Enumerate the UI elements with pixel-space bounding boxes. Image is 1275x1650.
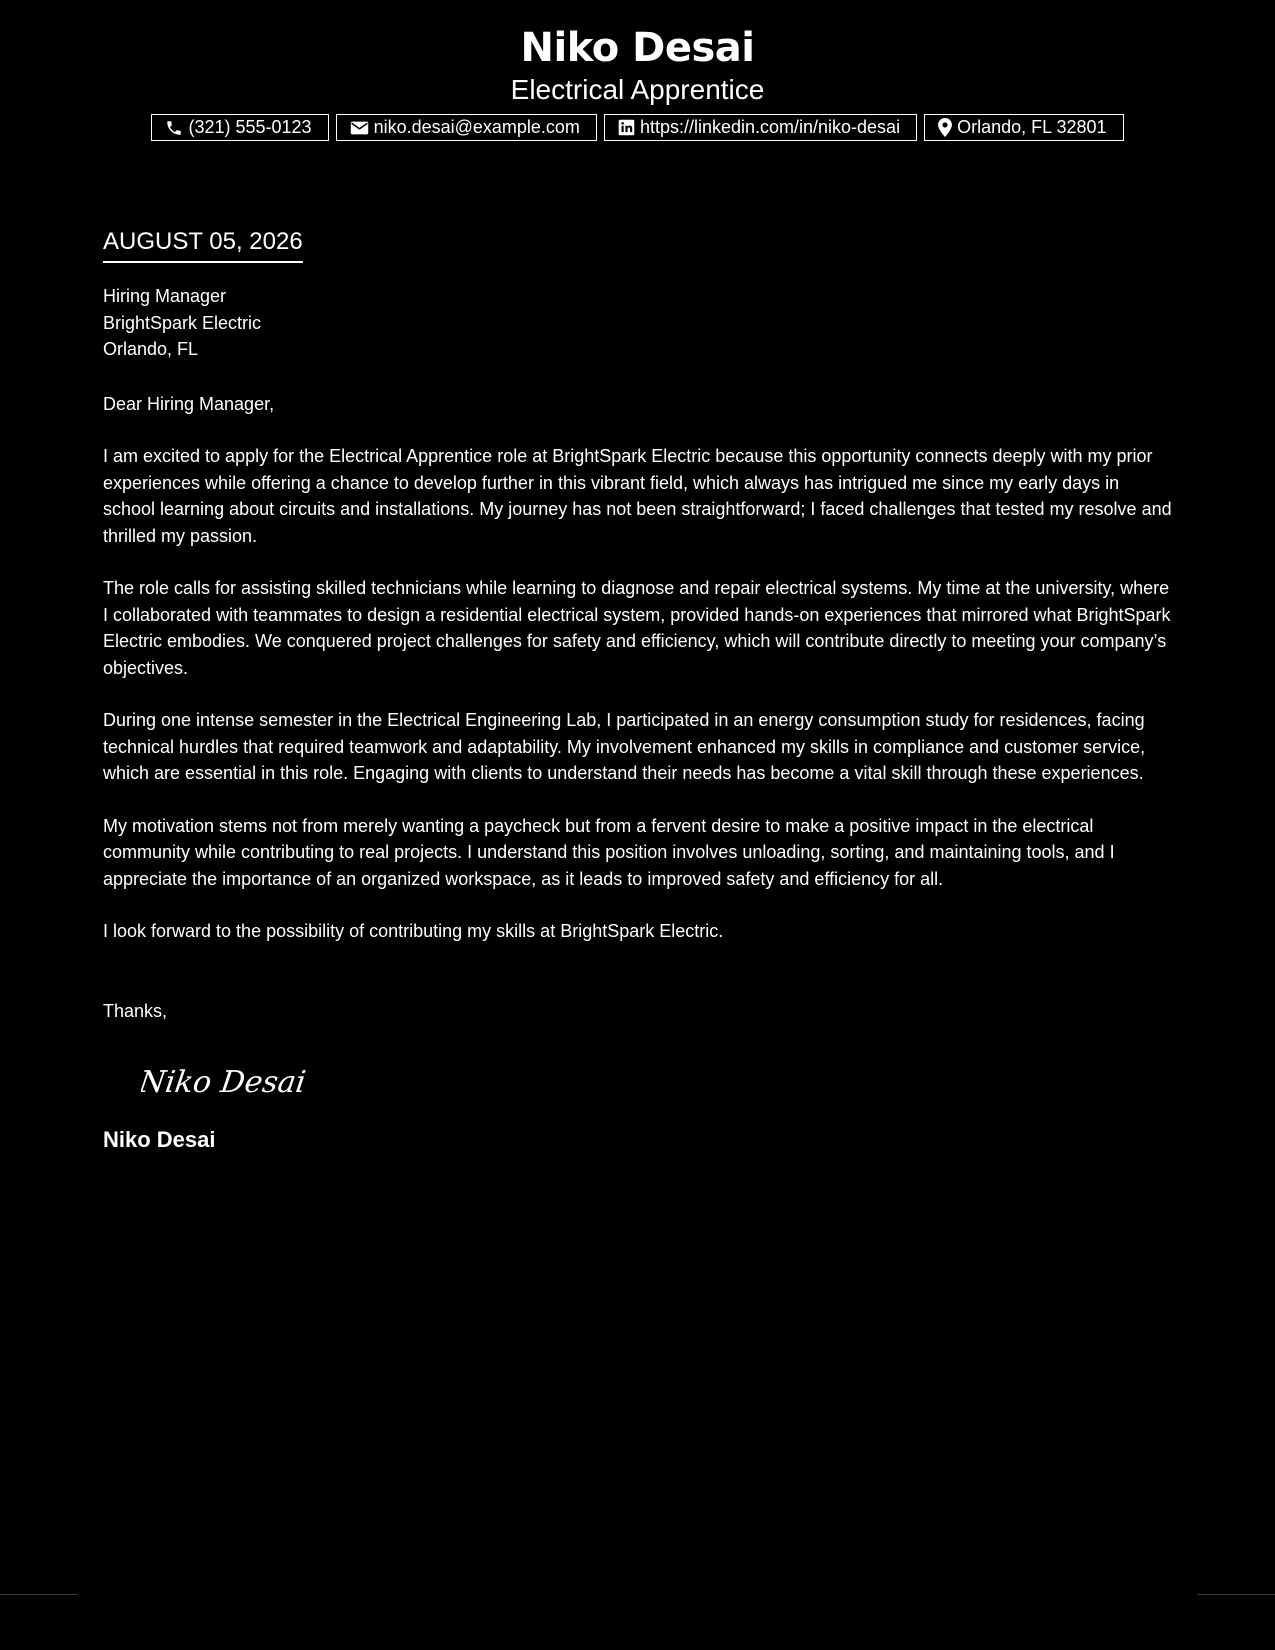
phone-text: (321) 555-0123 <box>188 117 312 137</box>
recipient-line: Orlando, FL <box>103 339 199 359</box>
map-pin-icon <box>938 118 952 137</box>
body-paragraph: I look forward to the possibility of contributing my skills at BrightSpark Electric. <box>103 921 724 941</box>
contact-linkedin[interactable] <box>604 114 917 141</box>
contact-bar <box>0 114 1275 141</box>
salutation: Dear Hiring Manager, <box>103 393 275 414</box>
linkedin-text: https://linkedin.com/in/niko-desai <box>639 117 901 137</box>
handwritten-signature <box>141 1056 1173 1104</box>
svg-text:Niko Desai: Niko Desai <box>141 1065 308 1100</box>
body-paragraph: During one intense semester in the Electrical Engineering Lab, I participated in an energy consumption study for residences, facing technical hurdles that required teamwork and adaptability. My involvement enhanced my skills in compliance and customer service, which are essential in this role. Engaging with clients to understand their needs has become a vital skill through these experiences. <box>103 710 1146 783</box>
footer-rule-right <box>1197 1594 1275 1595</box>
body-paragraph: I am excited to apply for the Electrical Apprentice role at BrightSpark Electric because this opportunity connects deeply with my prior experiences while offering a chance to develop further in this vibrant field, which always has intrigued me since my early days in school learning about circuits and installations. My journey has not been straightforward; I faced challenges that tested my resolve and thrilled my passion. <box>103 446 1172 546</box>
signed-name: Niko Desai <box>103 1127 216 1152</box>
footer-rule-left <box>0 1594 77 1595</box>
contact-email[interactable] <box>336 114 597 141</box>
closing: Thanks, <box>103 1000 168 1021</box>
email-text: niko.desai@example.com <box>373 117 580 137</box>
date-block <box>103 226 303 263</box>
body-paragraph: The role calls for assisting skilled technicians while learning to diagnose and repair electrical systems. My time at the university, where I collaborated with teammates to design a residential electrical system, provided hands-on experiences that mirrored what BrightSpark Electric embodies. We conquered project challenges for safety and efficiency, which will contribute directly to meeting your company’s objectives. <box>103 578 1171 678</box>
job-title: Electrical Apprentice <box>510 74 765 105</box>
recipient-line: BrightSpark Electric <box>103 312 262 333</box>
location-text: Orlando, FL 32801 <box>957 117 1107 137</box>
letter-body <box>103 226 1173 1154</box>
contact-phone[interactable] <box>151 114 328 141</box>
phone-icon <box>165 119 183 137</box>
letter-header <box>0 22 1275 106</box>
recipient-line: Hiring Manager <box>103 286 227 306</box>
body-paragraph: My motivation stems not from merely wanting a paycheck but from a fervent desire to make a positive impact in the electrical community while contributing to real projects. I understand this position involves unloading, sorting, and maintaining tools, and I appreciate the importance of an organized workspace, as it leads to improved safety and efficiency for all. <box>103 815 1115 889</box>
letter-date: AUGUST 05, 2026 <box>103 228 303 255</box>
contact-location[interactable] <box>924 114 1123 141</box>
linkedin-icon <box>618 119 635 136</box>
envelope-icon <box>350 120 369 136</box>
recipient-block <box>103 283 1173 363</box>
applicant-name: Niko Desai <box>520 25 755 71</box>
